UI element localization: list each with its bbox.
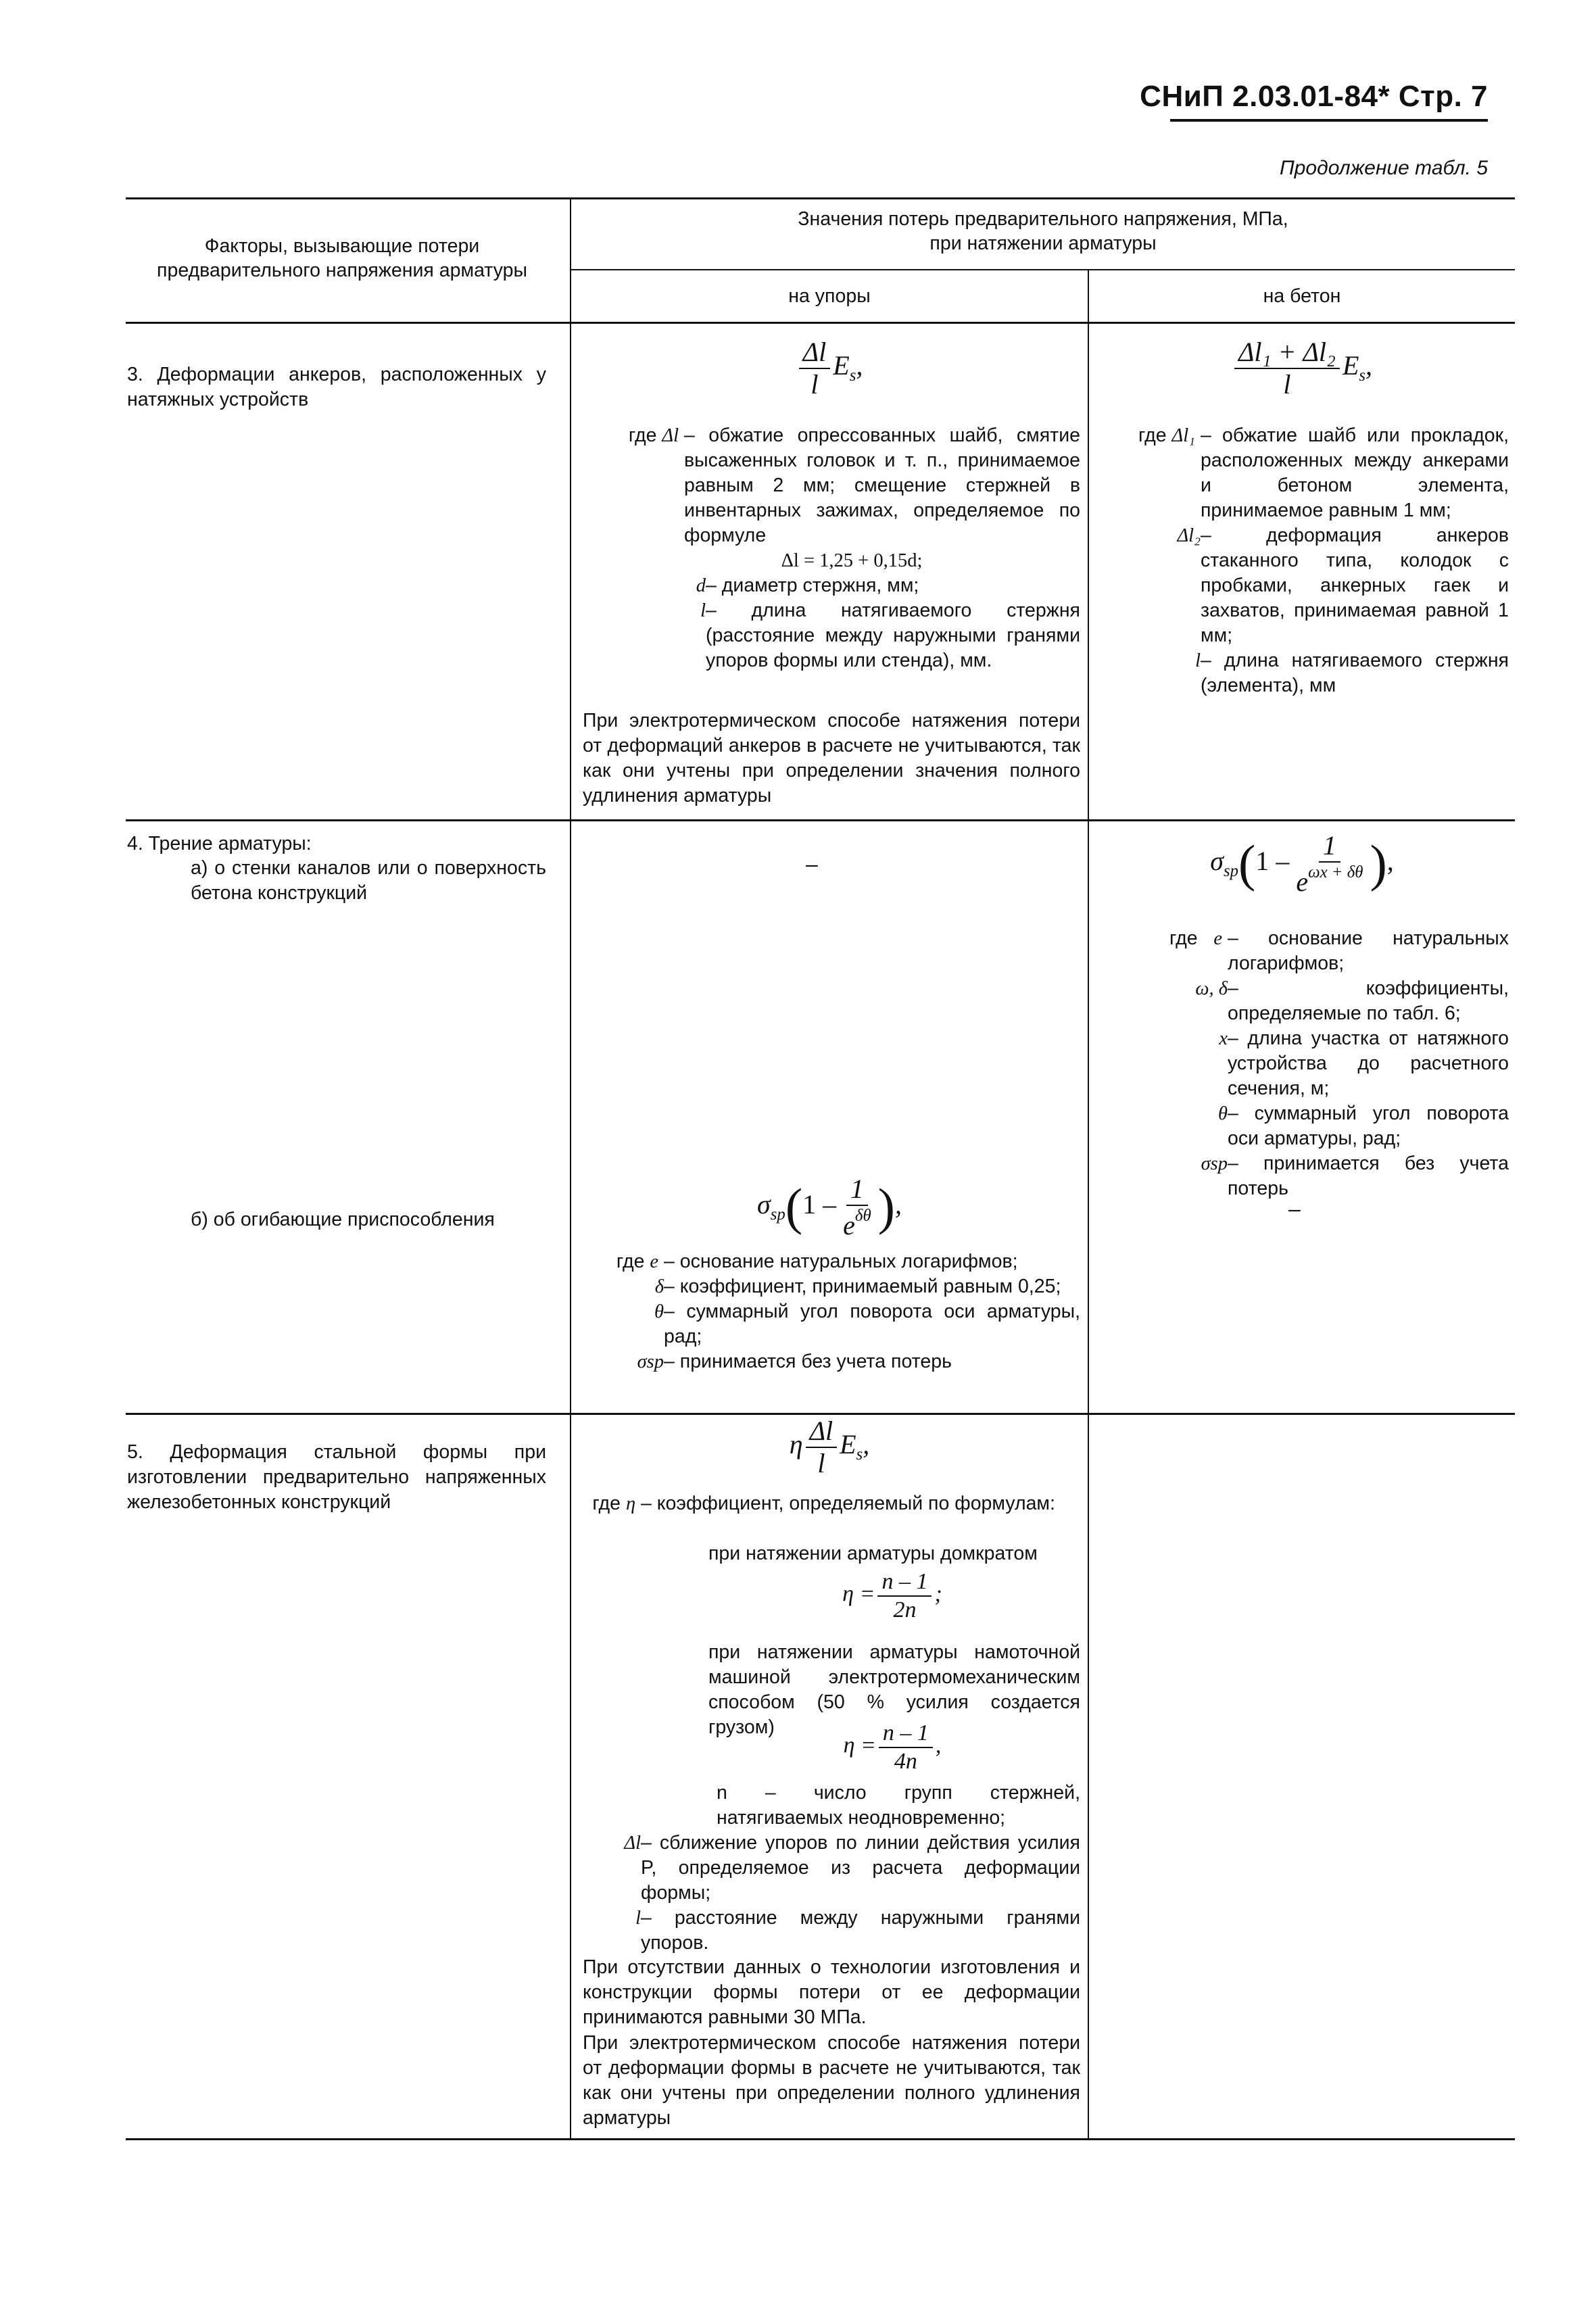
formula-denominator: 4n (894, 1748, 917, 1774)
formula-e: E (840, 1429, 856, 1460)
formula-sigma: σ (1210, 846, 1224, 877)
formula-sigma-sub: sp (770, 1205, 785, 1224)
def-text: – длина участка от натяжного устройства до расчетного сечения, м; (1228, 1028, 1509, 1099)
row5-note-1: При отсутствии данных о технологии изготовления и конструкции формы потери от ее деформации принимаются равными 30 МПа. (583, 1956, 1080, 2028)
where-label: где (1138, 425, 1167, 446)
def-symbol: Δl (662, 425, 679, 446)
formula-end: , (1386, 846, 1394, 877)
formula-exp-base: e (843, 1209, 855, 1240)
row5-supports-formula (571, 1417, 1088, 1478)
subheader-concrete: на бетон (1263, 285, 1341, 307)
col-values-header (571, 207, 1515, 256)
def-text: – расстояние между наружными гранями упоров. (641, 1907, 1080, 1954)
formula-exp-base: e (1296, 866, 1309, 897)
row3-concrete-definitions (1099, 423, 1509, 698)
def-text: – длина натягиваемого стержня (расстояние между наружными гранями упоров формы или стенда), мм. (706, 600, 1080, 671)
where-label: где (616, 1251, 645, 1272)
def-symbol: d (696, 575, 706, 596)
def-symbol: σsp (637, 1351, 664, 1372)
formula-e: E (833, 350, 850, 381)
formula-sigma-sub: sp (1223, 861, 1239, 880)
formula-numerator: n – 1 (879, 1721, 933, 1748)
formula-end: , (856, 350, 863, 381)
row5-definitions (583, 1831, 1080, 1956)
def-text: – принимается без учета потерь (1228, 1153, 1509, 1199)
formula-e-sub: s (1359, 366, 1366, 385)
row4-concrete-b-dash: – (1288, 1197, 1301, 1221)
formula-numerator: Δl₁ + Δl₂ (1234, 338, 1340, 369)
def-text: – основание натуральных логарифмов; (1228, 927, 1509, 974)
formula-denominator: 2n (893, 1597, 917, 1622)
def-symbol: σsp (1201, 1153, 1228, 1174)
def-text: – обжатие опрессованных шайб, смятие высаженных головок и т. п., принимаемое равным 2 мм; смещение стержней в инвентарных зажимах, определяемое по формуле (684, 425, 1080, 546)
def-symbol: Δl (624, 1833, 641, 1854)
formula-lhs: η = (842, 1581, 875, 1607)
formula-numerator: n – 1 (877, 1570, 932, 1597)
row3-supports-note: При электротермическом способе натяжения потери от деформаций анкеров в расчете не учитываются, так как они учтены при определении значения полного удлинения арматуры (583, 710, 1080, 806)
def-symbol: η (625, 1493, 636, 1514)
formula-lhs: η = (843, 1733, 876, 1758)
where-label: где (592, 1493, 621, 1514)
formula-end: ; (934, 1581, 942, 1607)
formula-denominator: l (817, 1448, 825, 1478)
col-values-header-line1: Значения потерь предварительного напряжения, МПа, (798, 208, 1288, 230)
def-text: – коэффициенты, определяемые по табл. 6; (1228, 978, 1509, 1024)
def-text: – принимается без учета потерь (664, 1351, 952, 1372)
formula-one-minus: 1 – (1255, 846, 1290, 877)
formula-numerator: Δl (806, 1417, 838, 1448)
row4-concrete-definitions (1113, 926, 1509, 1201)
def-text: – длина натягиваемого стержня (элемента), мм (1201, 650, 1509, 696)
formula-numerator: 1 (1319, 831, 1340, 863)
row4-supports-definitions (583, 1249, 1080, 1374)
row5-eta-definition (583, 1491, 1080, 1516)
formula-exponent: δθ (854, 1207, 871, 1225)
def-symbol: l (700, 600, 706, 621)
row3-factor: 3. Деформации анкеров, расположенных у натяжных устройств (127, 364, 546, 410)
row4-supports-b-formula: $\sigma_{sp}(1$ – $\frac{1}{e^{\delta\theta}}$ ), (757, 1174, 902, 1240)
header-bottom-rule (126, 322, 1515, 324)
def-text: – суммарный угол поворота оси арматуры, рад; (1228, 1103, 1509, 1149)
where-label: где (628, 425, 657, 446)
row5-factor: 5. Деформация стальной формы при изготовлении предварительно напряженных железобетонных конструкций (127, 1441, 546, 1513)
row4-supports-a-dash: – (806, 852, 818, 876)
formula-end: , (894, 1189, 902, 1220)
def-text: – обжатие шайб или прокладок, расположенных между анкерами и бетоном элемента, принимаемое равным 1 мм; (1201, 425, 1509, 521)
formula-end: , (863, 1429, 870, 1460)
formula-eta: η (789, 1429, 803, 1460)
row5-n-definition: n – число групп стержней, натягиваемых неодновременно; (717, 1782, 1080, 1829)
formula-e-sub: s (849, 366, 856, 385)
subheader-supports: на упоры (788, 285, 871, 307)
formula-denominator: l (811, 369, 819, 400)
row4-concrete-a-formula: $\sigma_{sp}(1$ – $\frac{1}{e^{\omega x + \delta\theta}}$ ), (1210, 830, 1394, 897)
table-bottom-rule (126, 2138, 1515, 2140)
formula-numerator: 1 (846, 1175, 868, 1206)
col-divider-2 (1088, 269, 1089, 2140)
header-mid-rule (571, 269, 1515, 270)
def-symbol: Δl₂ (1177, 525, 1201, 546)
document-code: СНиП 2.03.01-84* Стр. 7 (1140, 80, 1488, 113)
table-continuation-label: Продолжение табл. 5 (1280, 157, 1488, 179)
row5-case2-text: при натяжении арматуры намоточной машиной электротермомеханическим способом (50 % усилия создается грузом) (708, 1641, 1080, 1738)
row4-factor-b: б) об огибающие приспособления (191, 1209, 495, 1230)
def-text: – коэффициент, определяемый по формулам: (641, 1493, 1055, 1514)
def-symbol: θ (1218, 1103, 1228, 1124)
def-text: – сближение упоров по линии действия усилия P, определяемое из расчета деформации формы; (641, 1832, 1080, 1904)
def-symbol: δ (654, 1276, 664, 1297)
row5-case2-formula (811, 1721, 973, 1773)
row3-concrete-formula (1089, 338, 1515, 399)
row4-factor-title: 4. Трение арматуры: (127, 833, 312, 854)
col-divider-1 (570, 197, 571, 2140)
formula-end: , (935, 1733, 942, 1758)
def-symbol: ω, δ (1195, 978, 1228, 999)
header-underline (1170, 119, 1488, 122)
row5-note-2: При электротермическом способе натяжения потери от деформации формы в расчете не учитываются, так как они учтены при определении полного удлинения арматуры (583, 2032, 1080, 2129)
formula-sigma: σ (757, 1189, 771, 1220)
where-label: где (1169, 927, 1198, 949)
formula-e-sub: s (856, 1445, 863, 1464)
formula-denominator: l (1283, 369, 1291, 400)
def-text: – основание натуральных логарифмов; (664, 1251, 1018, 1272)
col-values-header-line2: при натяжении арматуры (929, 233, 1157, 254)
formula-e: E (1342, 350, 1359, 381)
def-symbol: e (1213, 928, 1223, 949)
def-symbol: l (635, 1908, 641, 1929)
col-factors-header: Факторы, вызывающие потери предварительного напряжения арматуры (157, 235, 527, 281)
row4-bottom-rule (126, 1413, 1515, 1415)
row5-case1-formula (811, 1570, 973, 1622)
row3-supports-definitions (583, 423, 1080, 673)
def-symbol: x (1219, 1028, 1228, 1049)
formula-end: , (1365, 350, 1373, 381)
row5-case1-text: при натяжении арматуры домкратом (708, 1543, 1038, 1564)
def-text: – коэффициент, принимаемый равным 0,25; (664, 1276, 1061, 1297)
def-text: – диаметр стержня, мм; (706, 575, 919, 596)
row4-factor-a: а) о стенки каналов или о поверхность бетона конструкций (191, 857, 546, 904)
def-text: – деформация анкеров стаканного типа, колодок с пробками, анкерных гаек и захватов, принимаемая равной 1 мм; (1201, 525, 1509, 646)
row3-supports-formula (571, 338, 1088, 399)
formula-one-minus: 1 – (802, 1189, 837, 1220)
def-symbol: Δl₁ (1171, 425, 1196, 446)
def-text: – суммарный угол поворота оси арматуры, рад; (664, 1301, 1080, 1347)
def-symbol: e (650, 1251, 659, 1272)
formula-numerator: Δl (799, 338, 831, 369)
def-symbol: θ (654, 1301, 664, 1322)
def-formula: Δl = 1,25 + 0,15d; (781, 550, 923, 571)
def-symbol: l (1195, 650, 1201, 671)
table-top-rule (126, 197, 1515, 199)
row3-bottom-rule (126, 819, 1515, 821)
formula-exponent: ωx + δθ (1308, 863, 1363, 882)
